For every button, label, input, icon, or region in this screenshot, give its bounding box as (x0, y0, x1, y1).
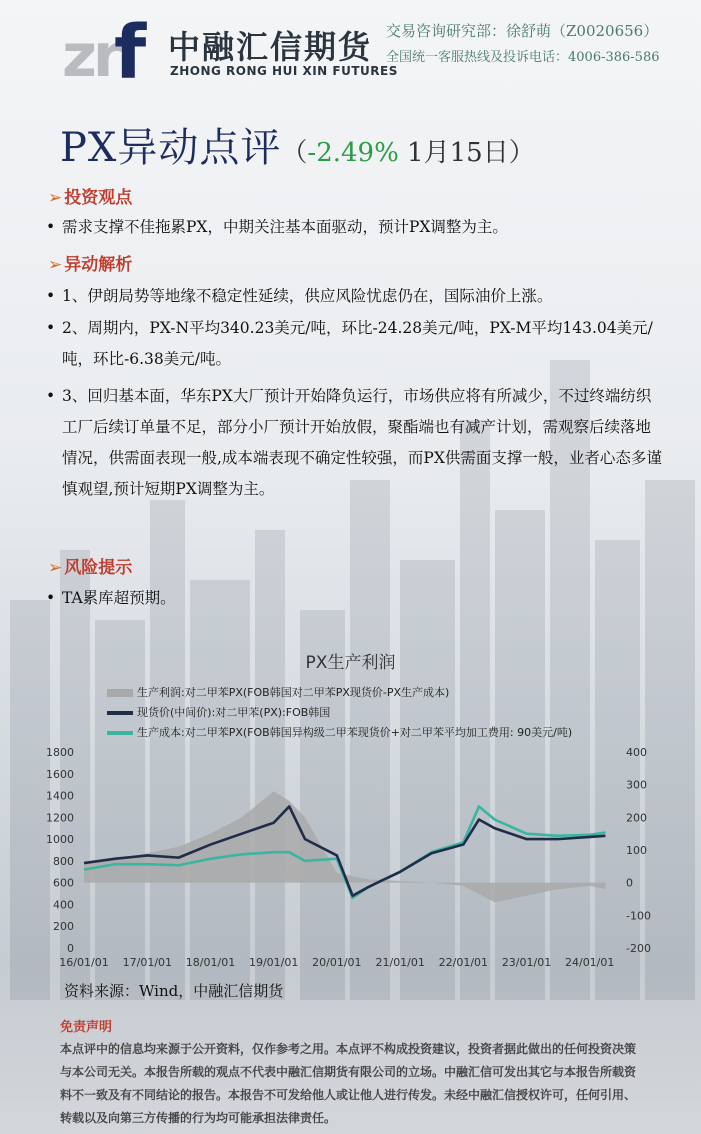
svg-text:zr: zr (62, 21, 119, 86)
y-left-tick-label: 800 (53, 854, 74, 868)
legend-swatch-profit (107, 689, 133, 697)
svg-text:f: f (114, 10, 147, 86)
analysis-bullet-3 (46, 381, 666, 505)
title-change-pct: -2.49% (307, 138, 399, 168)
section-invest-heading (48, 183, 132, 208)
risk-bullet (46, 583, 666, 614)
y-left-tick-label: 600 (53, 876, 74, 890)
bullet-icon: • (46, 319, 56, 337)
y-right-tick-label: 300 (626, 778, 647, 792)
x-tick-label: 16/01/01 (59, 956, 109, 969)
disclaimer-title: 免责声明 (60, 1020, 113, 1035)
y-left-tick-label: 0 (67, 942, 74, 955)
legend-swatch-spot (107, 711, 133, 715)
y-left-tick-label: 1200 (46, 811, 74, 825)
legend-item-profit (107, 684, 449, 700)
hotline-info: 全国统一客服热线及投诉电话：4006-386-586 (386, 50, 660, 65)
y-right-tick-label: -200 (626, 942, 651, 955)
title-paren: （ (281, 138, 308, 168)
x-tick-label: 21/01/01 (375, 956, 425, 969)
y-right-tick-label: 400 (626, 746, 647, 759)
legend-item-cost (107, 724, 572, 740)
y-right-tick-label: 100 (626, 844, 647, 857)
y-right-tick-label: -100 (626, 909, 651, 923)
bullet-icon: • (46, 287, 56, 305)
legend-item-spot (107, 704, 330, 720)
bullet-icon: • (46, 218, 56, 236)
invest-bullet-text: 需求支撑不佳拖累PX，中期关注基本面驱动，预计PX调整为主。 (62, 218, 508, 236)
arrow-icon: ➢ (48, 558, 63, 578)
px-profit-chart (0, 740, 701, 972)
arrow-icon: ➢ (48, 255, 63, 275)
y-left-tick-label: 1000 (46, 833, 74, 847)
y-right-tick-label: 200 (626, 811, 647, 825)
invest-bullet (46, 212, 666, 243)
y-left-tick-label: 1800 (46, 746, 74, 759)
y-left-tick-label: 200 (53, 920, 74, 934)
section-analysis-heading (48, 250, 132, 275)
x-tick-label: 17/01/01 (122, 956, 173, 969)
x-tick-label: 22/01/01 (438, 956, 489, 969)
company-name-cn: 中融汇信期货 (168, 28, 373, 66)
risk-bullet-text: TA累库超预期。 (62, 589, 176, 607)
x-tick-label: 23/01/01 (501, 956, 552, 969)
arrow-icon: ➢ (48, 188, 63, 208)
data-source: 资料来源：Wind，中融汇信期货 (64, 982, 284, 1000)
analyst-info: 交易咨询研究部：徐舒萌（Z0020656） (386, 22, 659, 40)
page-title (60, 116, 535, 173)
company-name-en: ZHONG RONG HUI XIN FUTURES (170, 64, 398, 78)
bullet-icon: • (46, 387, 56, 405)
analysis-bullet-2-text: 2、周期内，PX-N平均340.23美元/吨，环比-24.28美元/吨，PX-M平均143.04美元/吨，环比-6.38美元/吨。 (62, 319, 653, 368)
legend-swatch-cost (107, 731, 133, 735)
disclaimer-text: 本点评中的信息均来源于公开资料，仅作参考之用。本点评不构成投资建议，投资者据此做出的任何投资决策与本公司无关。本报告所载的观点不代表中融汇信期货有限公司的立场。中融汇信可发出其它与本报告所载资料不一致及有不同结论的报告。本报告不可发给他人或让他人进行传发。未经中融汇信授权许可，任何引用、转载以及向第三方传播的行为均可能承担法律责任。 (60, 1042, 637, 1125)
series-profit-area (84, 791, 605, 902)
x-tick-label: 24/01/01 (564, 956, 615, 969)
y-left-tick-label: 1600 (46, 767, 74, 781)
x-tick-label: 19/01/01 (248, 956, 299, 969)
title-main: PX异动点评 (60, 125, 282, 171)
section-invest-label: 投资观点 (64, 188, 133, 208)
analysis-bullet-2 (46, 313, 666, 375)
section-risk-label: 风险提示 (64, 558, 133, 578)
analysis-bullet-3-text: 3、回归基本面，华东PX大厂预计开始降负运行，市场供应将有所减少，不过终端纺织工厂后续订单量不足，部分小厂预计开始放假，聚酯端也有减产计划，需观察后续落地情况，供需面表现一般,成本端表现不确定性较强，而PX供需面支撑一般，业者心态多谨慎观望,预计短期PX调整为主。 (62, 387, 662, 498)
header (0, 0, 701, 95)
legend-label-profit: 生产利润:对二甲苯PX(FOB韩国对二甲苯PX现货价-PX生产成本) (137, 686, 450, 699)
legend-label-spot: 现货价(中间价):对二甲苯(PX):FOB韩国 (137, 706, 331, 719)
analysis-bullet-1 (46, 281, 666, 312)
title-date: 1月15日） (398, 138, 535, 168)
y-right-tick-label: 0 (626, 876, 633, 890)
y-left-tick-label: 400 (53, 898, 74, 912)
section-analysis-label: 异动解析 (64, 255, 133, 275)
x-tick-label: 20/01/01 (312, 956, 362, 969)
legend-label-cost: 生产成本:对二甲苯PX(FOB韩国异构级二甲苯现货价+对二甲苯平均加工费用: 90美元/吨) (137, 726, 573, 739)
bullet-icon: • (46, 589, 56, 607)
x-tick-label: 18/01/01 (185, 956, 236, 969)
chart-title: PX生产利润 (305, 653, 396, 673)
company-logo-icon (62, 8, 157, 86)
analysis-bullet-1-text: 1、伊朗局势等地缘不稳定性延续，供应风险忧虑仍在，国际油价上涨。 (62, 287, 553, 305)
section-risk-heading (48, 553, 132, 578)
y-left-tick-label: 1400 (46, 789, 74, 803)
